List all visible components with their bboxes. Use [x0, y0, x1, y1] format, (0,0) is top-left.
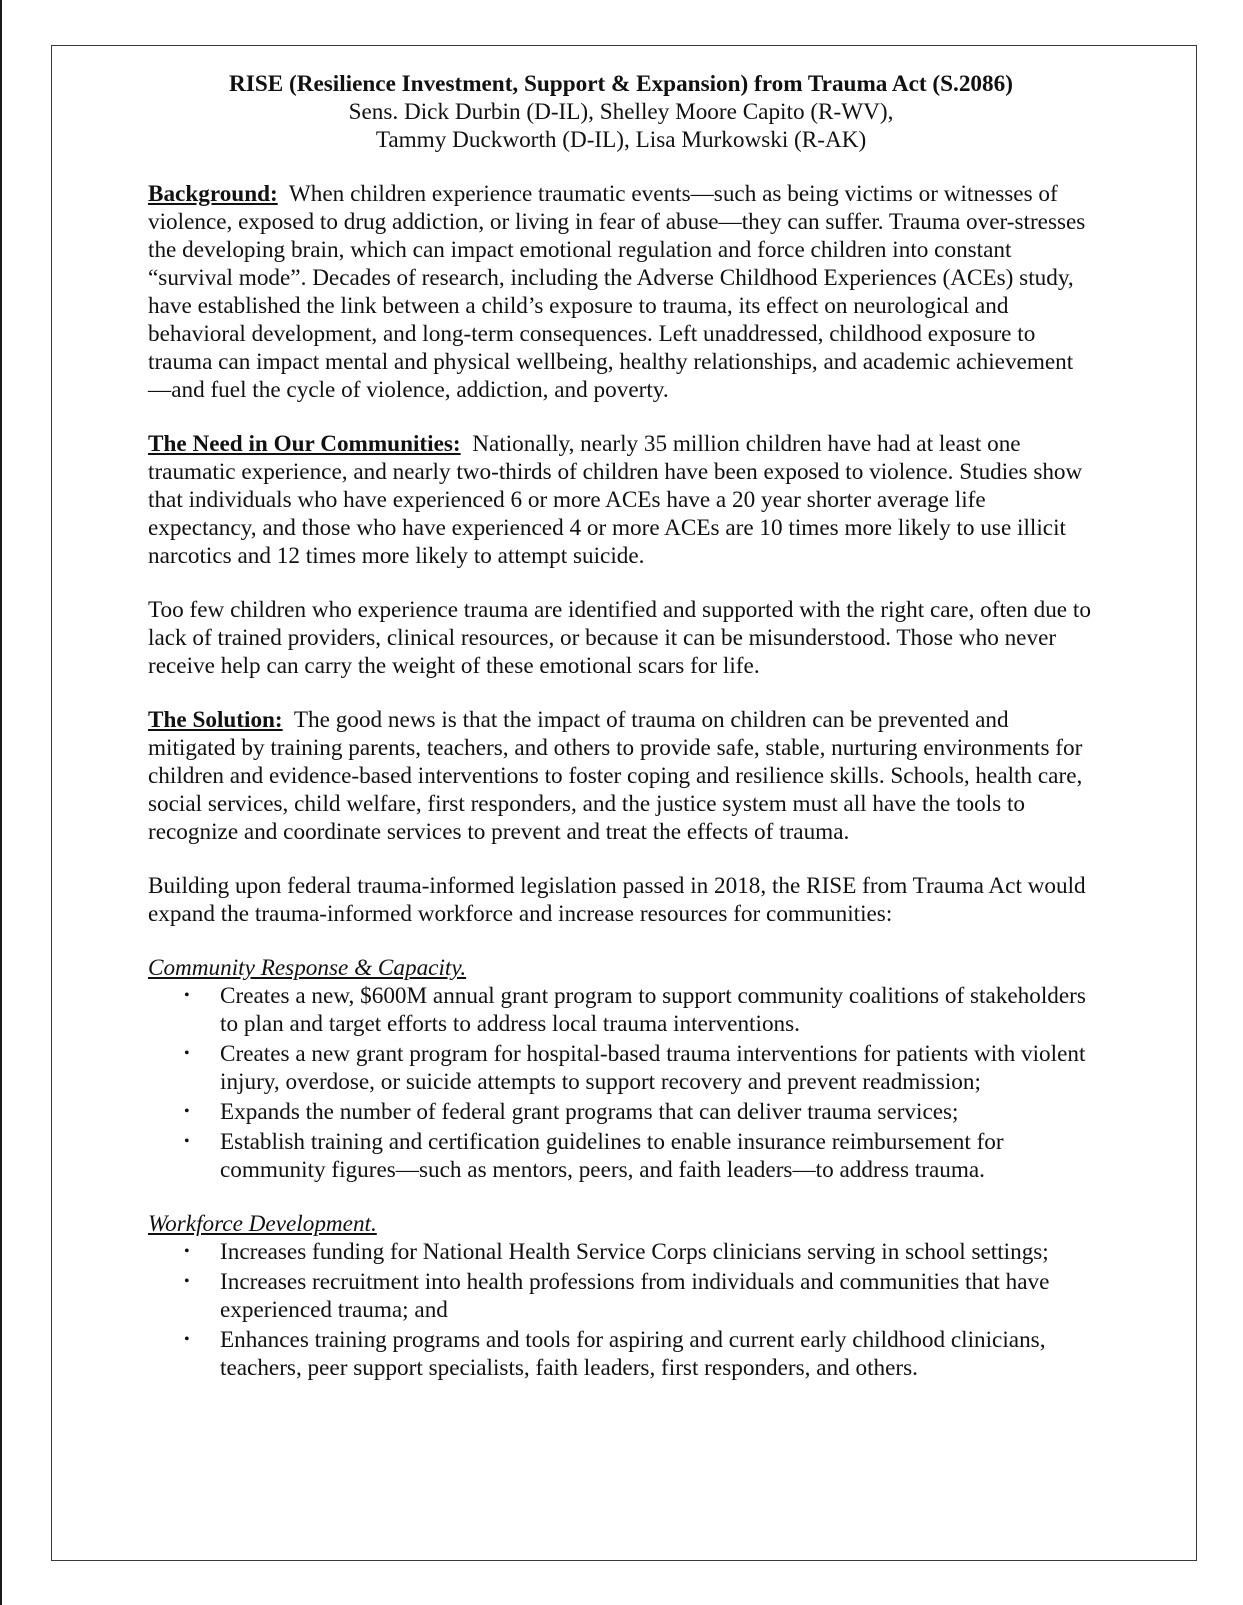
list-item-text: Enhances training programs and tools for aspiring and current early childhood clinicians, teachers, peer support specialists, faith leaders, first responders, and others. — [220, 1327, 1046, 1381]
sponsors-line-1: Sens. Dick Durbin (D-IL), Shelley Moore Capito (R-WV), — [348, 99, 894, 125]
bullet-icon: • — [184, 1273, 190, 1290]
list-item-text: Creates a new, $600M annual grant program to support community coalitions of stakeholders to plan and target efforts to address local trauma interventions. — [220, 983, 1086, 1037]
list-item — [148, 1238, 1094, 1266]
list-item-text: Increases funding for National Health Service Corps clinicians serving in school settings; — [220, 1239, 1049, 1265]
list-item — [148, 1268, 1094, 1324]
background-text: When children experience traumatic events—such as being victims or witnesses of violence, exposed to drug addiction, or living in fear of abuse—they can suffer. Trauma over-stresses the developing brain, which can impact emotional regulation and force children into constant “survival mode”. Decades of research, including the Adverse Childhood Experiences (ACEs) study, have established the link between a child’s exposure to trauma, its effect on neurological and behavioral development, and long-term consequences. Left unaddressed, childhood exposure to trauma can impact mental and physical wellbeing, healthy relationships, and academic achievement—and fuel the cycle of violence, addiction, and poverty. — [148, 181, 1086, 403]
bullet-icon: • — [184, 1331, 190, 1348]
document-header — [148, 70, 1094, 154]
list-item-text: Creates a new grant program for hospital-based trauma interventions for patients with violent injury, overdose, or suicide attempts to support recovery and prevent readmission; — [220, 1041, 1086, 1095]
bullet-icon: • — [184, 987, 190, 1004]
window-left-edge — [0, 0, 2, 1605]
bullet-icon: • — [184, 1243, 190, 1260]
solution-text: The good news is that the impact of trauma on children can be prevented and mitigated by training parents, teachers, and others to provide safe, stable, nurturing environments for children and evidence-based interventions to foster coping and resilience skills. Schools, health care, social services, child welfare, first responders, and the justice system must all have the tools to recognize and coordinate services to prevent and treat the effects of trauma. — [148, 707, 1083, 845]
sponsors-line-2: Tammy Duckworth (D-IL), Lisa Murkowski (R-AK) — [375, 127, 867, 153]
document-content — [148, 70, 1094, 1408]
need-paragraph — [148, 430, 1094, 570]
list-item-text: Establish training and certification guidelines to enable insurance reimbursement for community figures—such as mentors, peers, and faith leaders—to address trauma. — [220, 1129, 1004, 1183]
too-few-paragraph: Too few children who experience trauma are identified and supported with the right care, often due to lack of trained providers, clinical resources, or because it can be misunderstood. Those who never receive help can carry the weight of these emotional scars for life. — [148, 597, 1091, 679]
background-paragraph — [148, 180, 1094, 404]
list-item — [148, 982, 1094, 1038]
list-item — [148, 1040, 1094, 1096]
building-paragraph: Building upon federal trauma-informed legislation passed in 2018, the RISE from Trauma Act would expand the trauma-informed workforce and increase resources for communities: — [148, 873, 1086, 927]
document-title: RISE (Resilience Investment, Support & Expansion) from Trauma Act (S.2086) — [229, 71, 1013, 97]
list-item — [148, 1128, 1094, 1184]
background-label: Background: — [148, 181, 278, 207]
list-item-text: Increases recruitment into health professions from individuals and communities that have experienced trauma; and — [220, 1269, 1050, 1323]
list-item — [148, 1326, 1094, 1382]
community-heading: Community Response & Capacity. — [148, 955, 467, 981]
workforce-heading: Workforce Development. — [148, 1211, 377, 1237]
bullet-icon: • — [184, 1103, 190, 1120]
list-item-text: Expands the number of federal grant programs that can deliver trauma services; — [220, 1099, 959, 1125]
need-text: Nationally, nearly 35 million children have had at least one traumatic experience, and nearly two-thirds of children have been exposed to violence. Studies show that individuals who have experienced 6 or more ACEs have a 20 year shorter average life expectancy, and those who have experienced 4 or more ACEs are 10 times more likely to use illicit narcotics and 12 times more likely to attempt suicide. — [148, 431, 1083, 569]
need-label: The Need in Our Communities: — [148, 431, 461, 457]
list-item — [148, 1098, 1094, 1126]
community-list — [148, 982, 1094, 1184]
solution-paragraph — [148, 706, 1094, 846]
workforce-list — [148, 1238, 1094, 1382]
bullet-icon: • — [184, 1045, 190, 1062]
solution-label: The Solution: — [148, 707, 283, 733]
bullet-icon: • — [184, 1133, 190, 1150]
